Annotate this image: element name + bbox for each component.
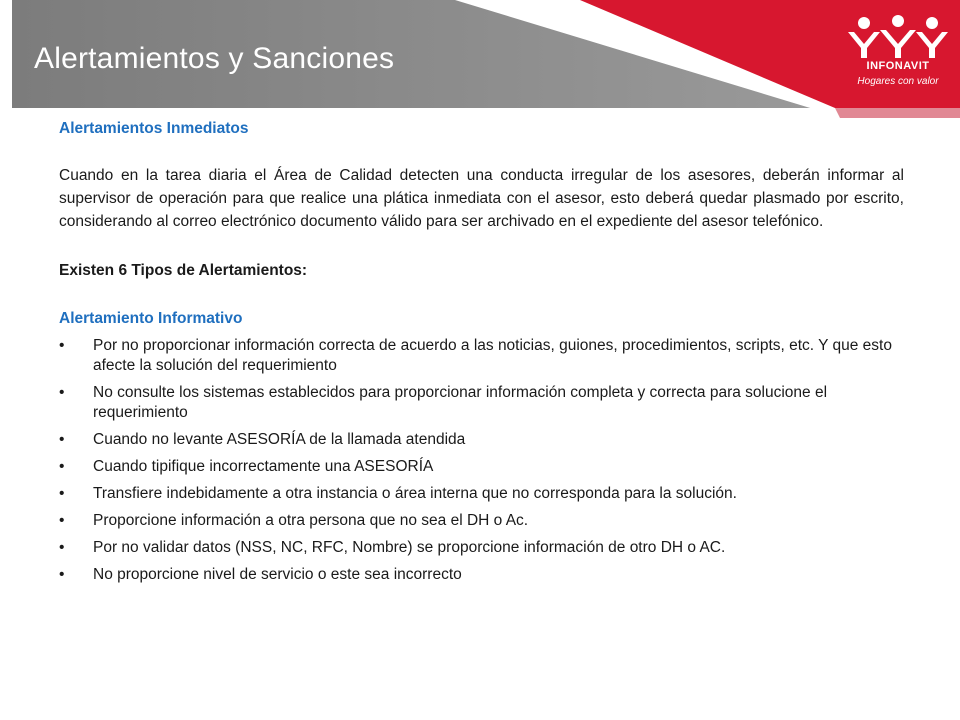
body-paragraph: Cuando en la tarea diaria el Área de Calidad detecten una conducta irregular de los asesores, deberán informar al supervisor de operación para que realice una plática inmediata con el asesor, esto deberá quedar plasmado por escrito, considerando al correo electrónico documento válido para ser archivado en el expediente del asesor telefónico. (59, 167, 904, 230)
list-item (59, 336, 904, 376)
section-heading: Alertamientos Inmediatos (59, 120, 249, 137)
list-item-text: Cuando tipifique incorrectamente una ASESORÍA (93, 458, 434, 475)
logo-tagline: Hogares con valor (857, 76, 939, 87)
list-item-text: No proporcione nivel de servicio o este sea incorrecto (93, 566, 462, 583)
bullet-mark: • (59, 384, 65, 401)
list-item-text: Por no proporcionar información correcta de acuerdo a las noticias, guiones, procedimientos, scripts, etc. Y que esto afecte la solución del requerimiento (93, 337, 892, 374)
bullet-mark: • (59, 431, 65, 448)
bullet-mark: • (59, 539, 65, 556)
bullet-mark: • (59, 458, 65, 475)
list-item (59, 511, 904, 531)
list-item (59, 484, 904, 504)
page-title: Alertamientos y Sanciones (34, 42, 395, 75)
list-item-text: No consulte los sistemas establecidos para proporcionar información completa y correcta para solucione el requerimiento (93, 384, 828, 421)
list-item-text: Por no validar datos (NSS, NC, RFC, Nombre) se proporcione información de otro DH o AC. (93, 539, 726, 556)
subsection-heading: Alertamiento Informativo (59, 310, 243, 327)
types-heading: Existen 6 Tipos de Alertamientos: (59, 262, 308, 279)
list-item-text: Proporcione información a otra persona que no sea el DH o Ac. (93, 512, 529, 529)
list-item-text: Transfiere indebidamente a otra instancia o área interna que no corresponda para la solución. (93, 485, 737, 502)
list-item (59, 538, 904, 558)
slide-body (59, 118, 904, 592)
list-item (59, 457, 904, 477)
bullet-mark: • (59, 512, 65, 529)
logo-wordmark: INFONAVIT (866, 60, 930, 72)
header-red-shadow (835, 108, 960, 118)
bullet-mark: • (59, 566, 65, 583)
list-item (59, 383, 904, 423)
bullet-mark: • (59, 485, 65, 502)
bullet-mark: • (59, 337, 65, 354)
list-item (59, 565, 904, 585)
alert-list (59, 336, 904, 585)
list-item (59, 430, 904, 450)
list-item-text: Cuando no levante ASESORÍA de la llamada atendida (93, 431, 466, 448)
